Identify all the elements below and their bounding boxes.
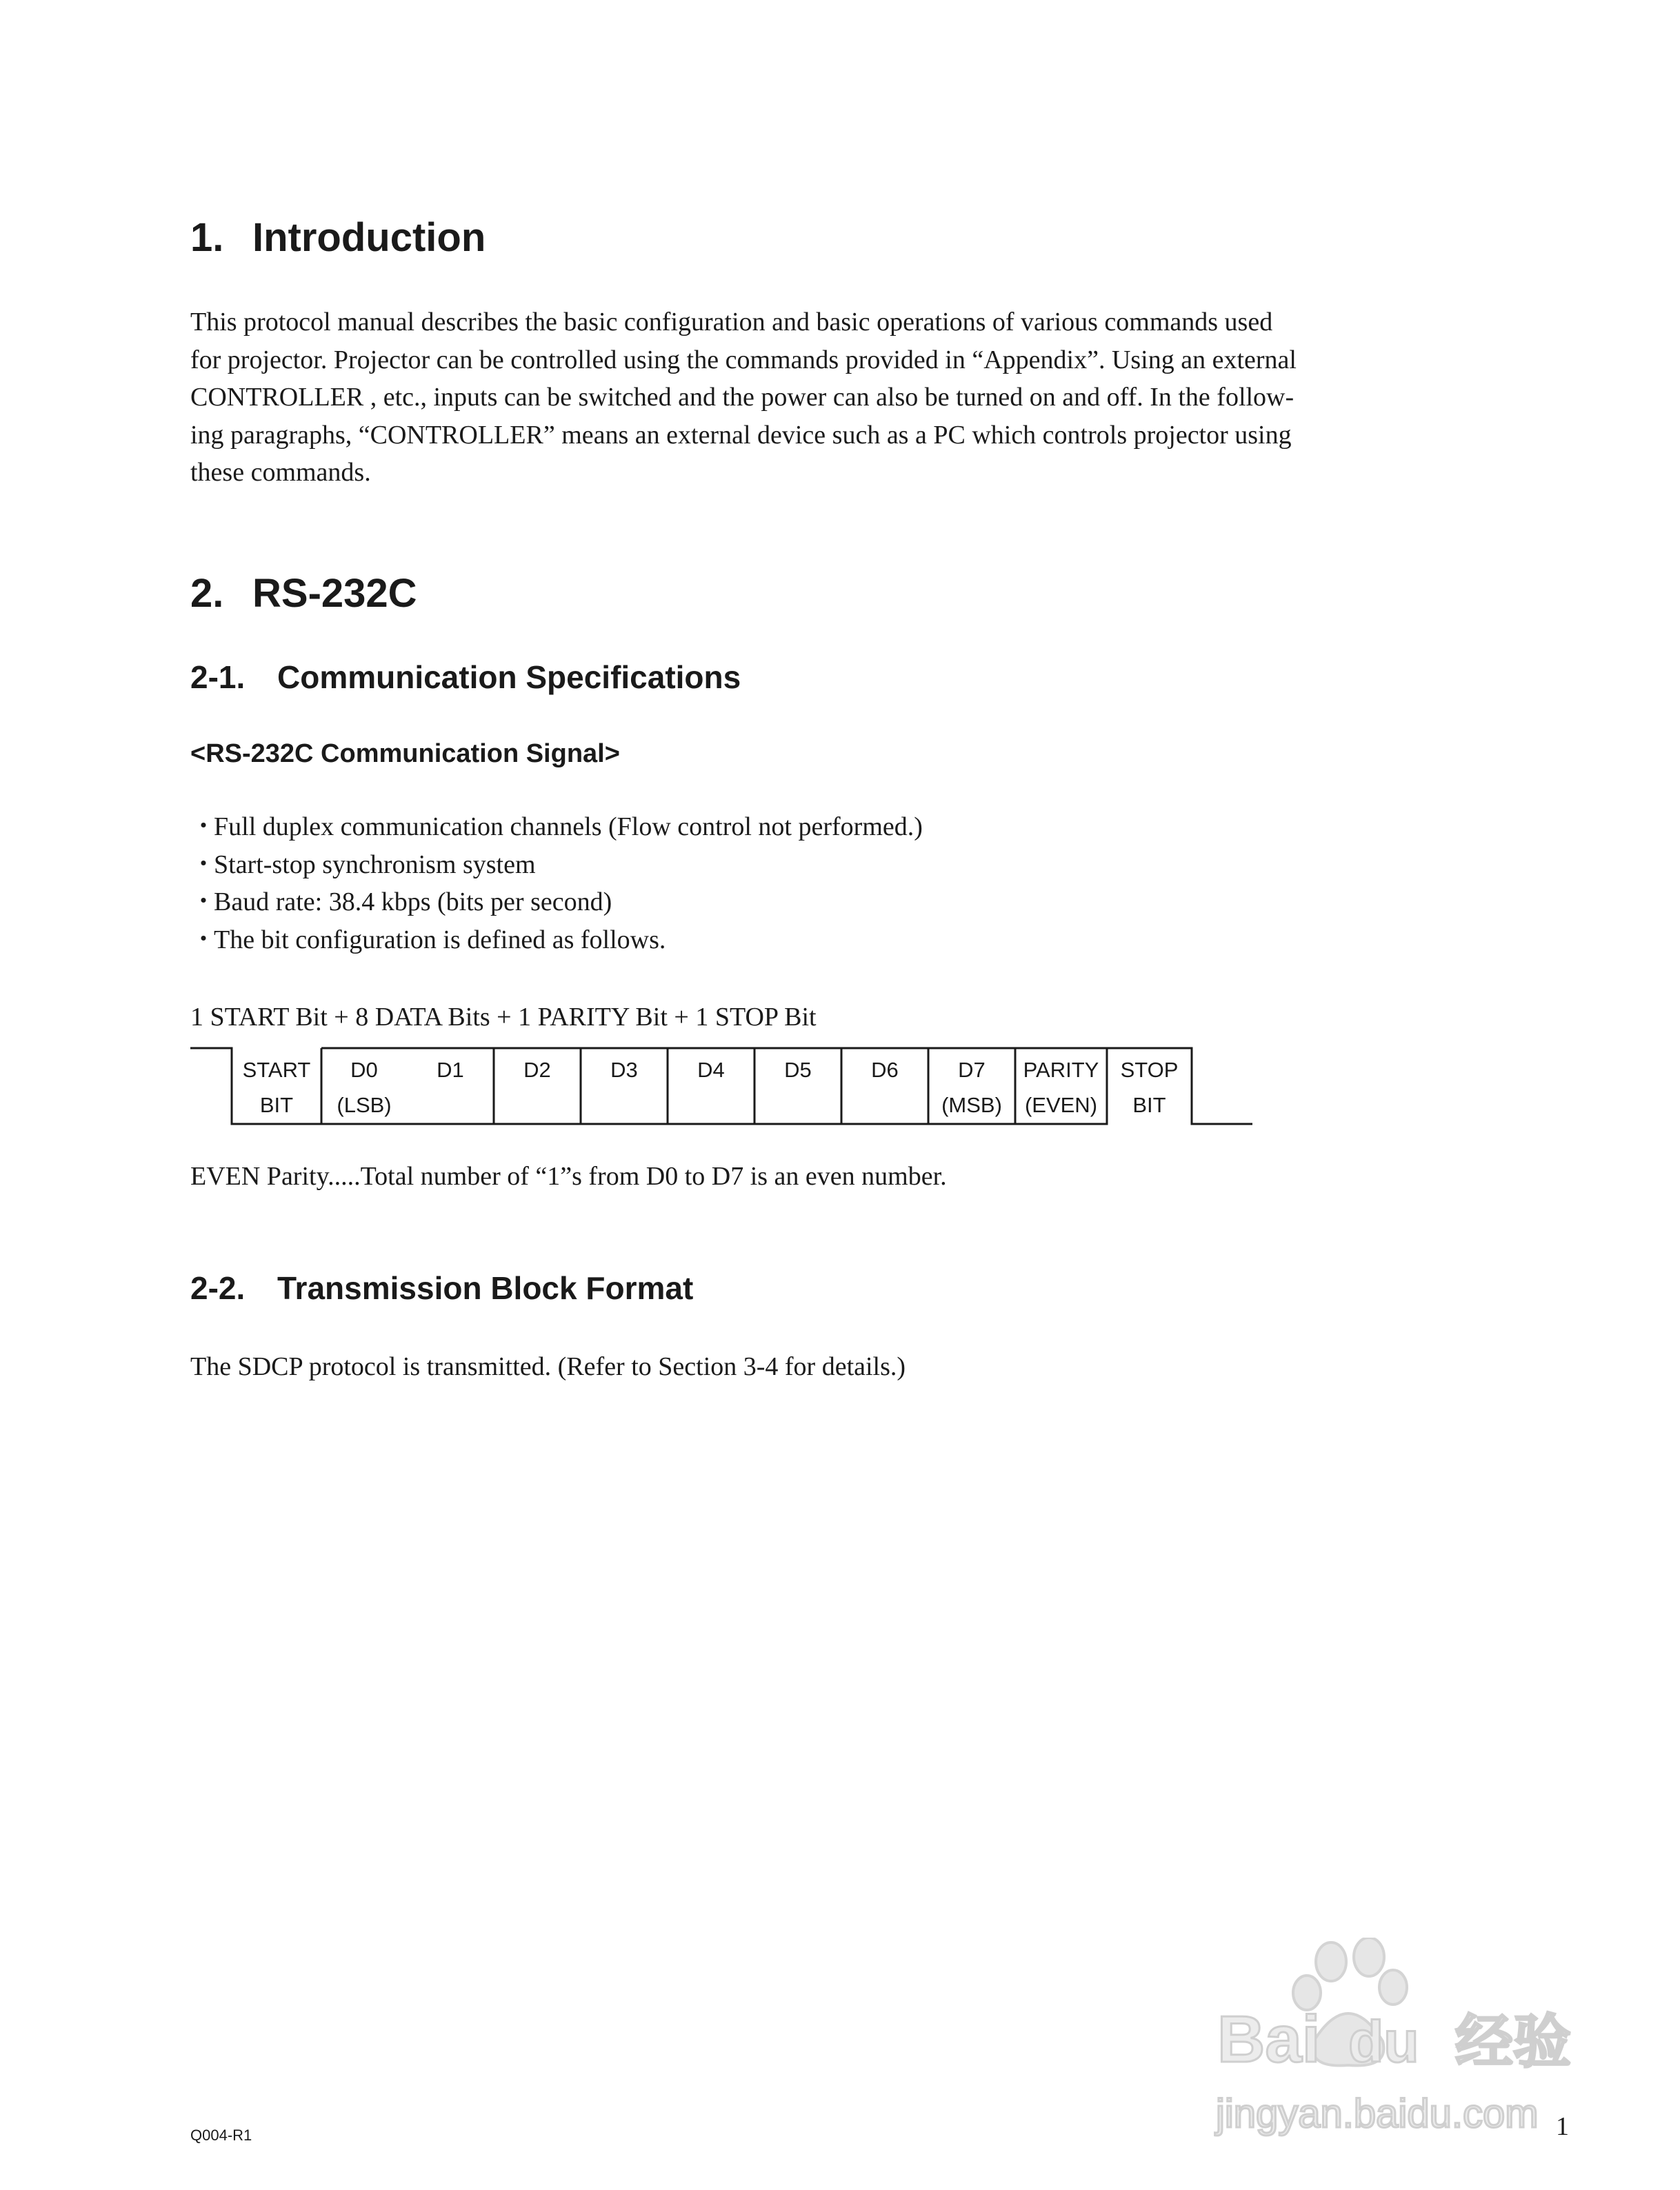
bullet-text: Baud rate: 38.4 kbps (bits per second): [214, 887, 612, 916]
bit-cell-d4: D4: [697, 1058, 725, 1082]
transmission-text: The SDCP protocol is transmitted. (Refer to Section 3-4 for details.): [190, 1352, 906, 1381]
intro-line: This protocol manual describes the basic configuration and basic operations of various commands used: [190, 308, 1273, 336]
bullet-dot: ・: [190, 812, 217, 841]
section-2-number: 2.: [190, 571, 224, 616]
bit-cell-d2: D2: [523, 1058, 551, 1082]
bit-formula: 1 START Bit + 8 DATA Bits + 1 PARITY Bit + 1 STOP Bit: [190, 1003, 817, 1032]
bit-cell-stop: STOP BIT: [1120, 1058, 1179, 1117]
bit-frame-diagram: [190, 1047, 1252, 1127]
svg-text:经验: 经验: [1455, 2009, 1572, 2074]
bullet-text: The bit configuration is defined as follows.: [214, 925, 666, 954]
intro-line: CONTROLLER , etc., inputs can be switched and the power can also be turned on and off. In the follow-: [190, 383, 1294, 412]
section-2-heading: [190, 571, 417, 616]
bit-cell-d3: D3: [610, 1058, 638, 1082]
section-2-2-number: 2-2.: [190, 1270, 246, 1306]
bit-cell-d6: D6: [871, 1058, 899, 1082]
intro-paragraph: [190, 303, 1390, 492]
page-number: 1: [1556, 2112, 1569, 2141]
baidu-jingyan-watermark: [1203, 1938, 1597, 2151]
section-2-1-heading: [190, 661, 741, 693]
bit-cell-d0: D0 (LSB): [337, 1058, 392, 1117]
list-item: [190, 808, 923, 846]
section-2-2-heading: [190, 1272, 693, 1304]
signal-subheading: <RS-232C Communication Signal>: [190, 739, 620, 768]
bit-cell-d1: D1: [437, 1058, 464, 1082]
bullet-dot: ・: [190, 925, 217, 954]
svg-text:jingyan.baidu.com: jingyan.baidu.com: [1216, 2091, 1539, 2136]
section-1-heading: [190, 215, 486, 260]
bullet-text: Full duplex communication channels (Flow control not performed.): [214, 812, 923, 841]
intro-line: ing paragraphs, “CONTROLLER” means an external device such as a PC which controls projector using: [190, 420, 1292, 450]
list-item: [190, 883, 923, 921]
section-2-1-title: Communication Specifications: [277, 659, 741, 695]
intro-line: these commands.: [190, 458, 371, 487]
bullet-text: Start-stop synchronism system: [214, 850, 536, 879]
bullet-dot: ・: [190, 850, 217, 879]
bit-cell-parity: PARITY (EVEN): [1023, 1058, 1099, 1117]
section-1-title: Introduction: [252, 215, 486, 260]
section-2-2-title: Transmission Block Format: [277, 1270, 694, 1306]
svg-text:du: du: [1348, 2009, 1419, 2074]
bit-cell-d5: D5: [784, 1058, 812, 1082]
list-item: [190, 846, 923, 884]
document-code: Q004-R1: [190, 2127, 252, 2144]
parity-note: EVEN Parity.....Total number of “1”s from D0 to D7 is an even number.: [190, 1162, 947, 1191]
paw-logo-icon: [1203, 1938, 1597, 2151]
bit-cell-d7: D7 (MSB): [941, 1058, 1002, 1117]
intro-line: for projector. Projector can be controlled using the commands provided in “Appendix”. Using an external: [190, 345, 1297, 374]
svg-text:Bai: Bai: [1217, 2002, 1321, 2076]
spec-bullet-list: [190, 808, 923, 958]
bit-cell-start: START BIT: [242, 1058, 311, 1117]
section-1-number: 1.: [190, 215, 224, 260]
section-2-1-number: 2-1.: [190, 659, 246, 695]
list-item: [190, 921, 923, 959]
section-2-title: RS-232C: [252, 571, 417, 616]
bullet-dot: ・: [190, 887, 217, 916]
